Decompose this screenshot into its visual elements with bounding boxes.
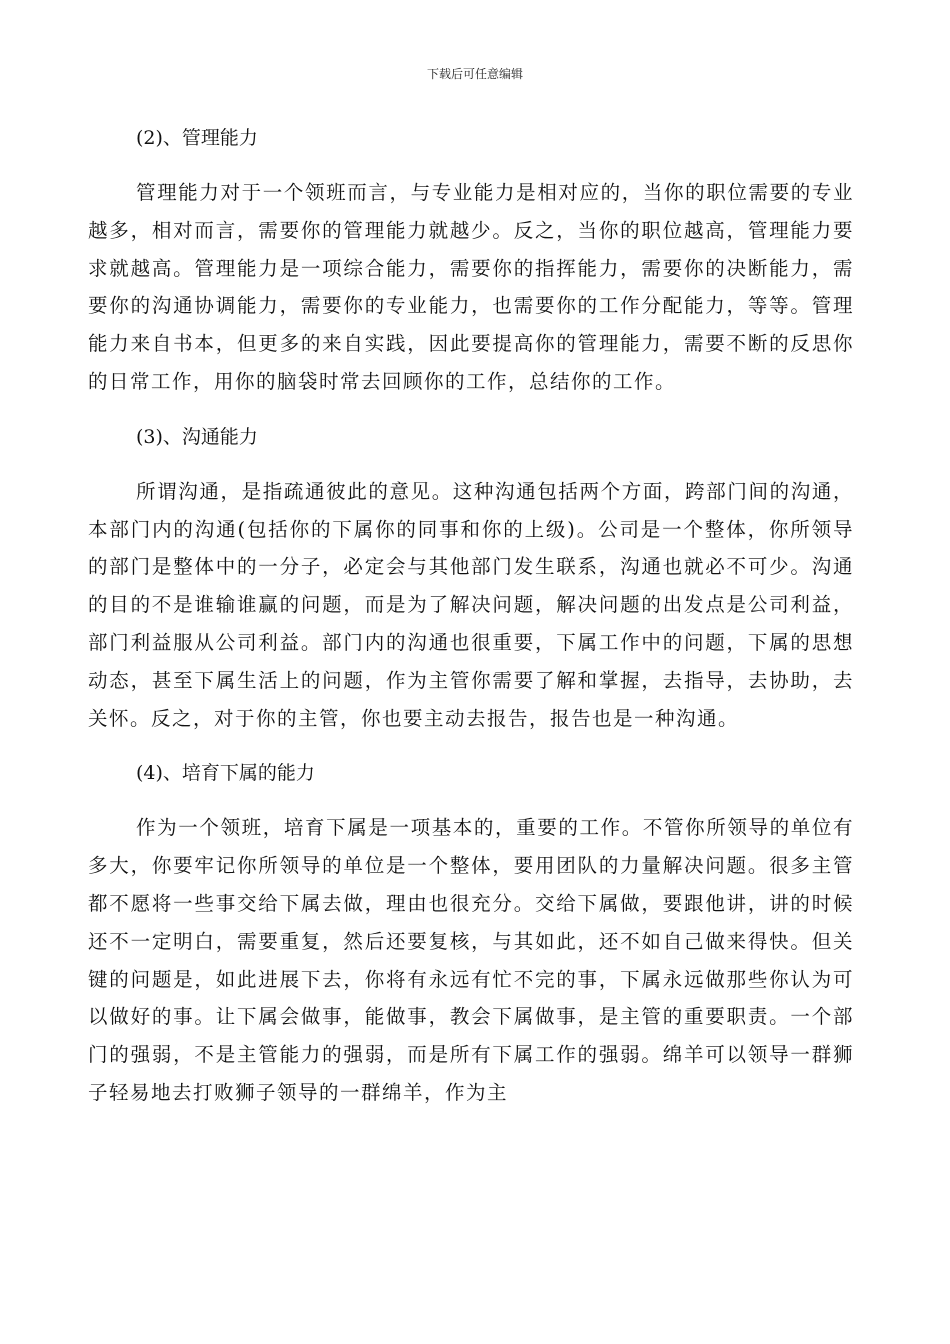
section-heading-management: (2)、管理能力 [136, 127, 258, 149]
section-heading-communication: (3)、沟通能力 [136, 425, 258, 448]
page-header: 下载后可任意编辑 [426, 67, 523, 81]
section-paragraph-communication: 所谓沟通，是指疏通彼此的意见。这种沟通包括两个方面，跨部门间的沟通，本部门内的沟通(包括你的下属你的同事和你的上级)。公司是一个整体，你所领导的部门是整体中的一分子，必定会与其他部门发生联系，沟通也就必不可少。沟通的目的不是谁输谁赢的问题，而是为了解决问题，解决问题的出发点是公司利益，部门利益服从公司利益。部门内的沟通也很重要，下属工作中的问题，下属的思想动态，甚至下属生活上的问题，作为主管你需要了解和掌握，去指导，去协助，去关怀。反之，对于你的主管，你也要主动去报告，报告也是一种沟通。 [88, 479, 854, 730]
section-paragraph-training: 作为一个领班，培育下属是一项基本的，重要的工作。不管你所领导的单位有多大，你要牢记你所领导的单位是一个整体，要用团队的力量解决问题。很多主管都不愿将一些事交给下属去做，理由也很充分。交给下属做，要跟他讲，讲的时候还不一定明白，需要重复，然后还要复核，与其如此，还不如自己做来得快。但关键的问题是，如此进展下去，你将有永远有忙不完的事，下属永远做那些你认为可以做好的事。让下属会做事，能做事，教会下属做事，是主管的重要职责。一个部门的强弱，不是主管能力的强弱，而是所有下属工作的强弱。绵羊可以领导一群狮子轻易地去打败狮子领导的一群绵羊，作为主 [88, 816, 854, 1104]
section-heading-training: (4)、培育下属的能力 [136, 762, 315, 785]
section-paragraph-management: 管理能力对于一个领班而言，与专业能力是相对应的，当你的职位需要的专业越多，相对而言，需要你的管理能力就越少。反之，当你的职位越高，管理能力要求就越高。管理能力是一项综合能力，需要你的指挥能力，需要你的决断能力，需要你的沟通协调能力，需要你的专业能力，也需要你的工作分配能力，等等。管理能力来自书本，但更多的来自实践，因此要提高你的管理能力，需要不断的反思你的日常工作，用你的脑袋时常去回顾你的工作，总结你的工作。 [88, 181, 854, 393]
document-body [88, 120, 854, 1130]
